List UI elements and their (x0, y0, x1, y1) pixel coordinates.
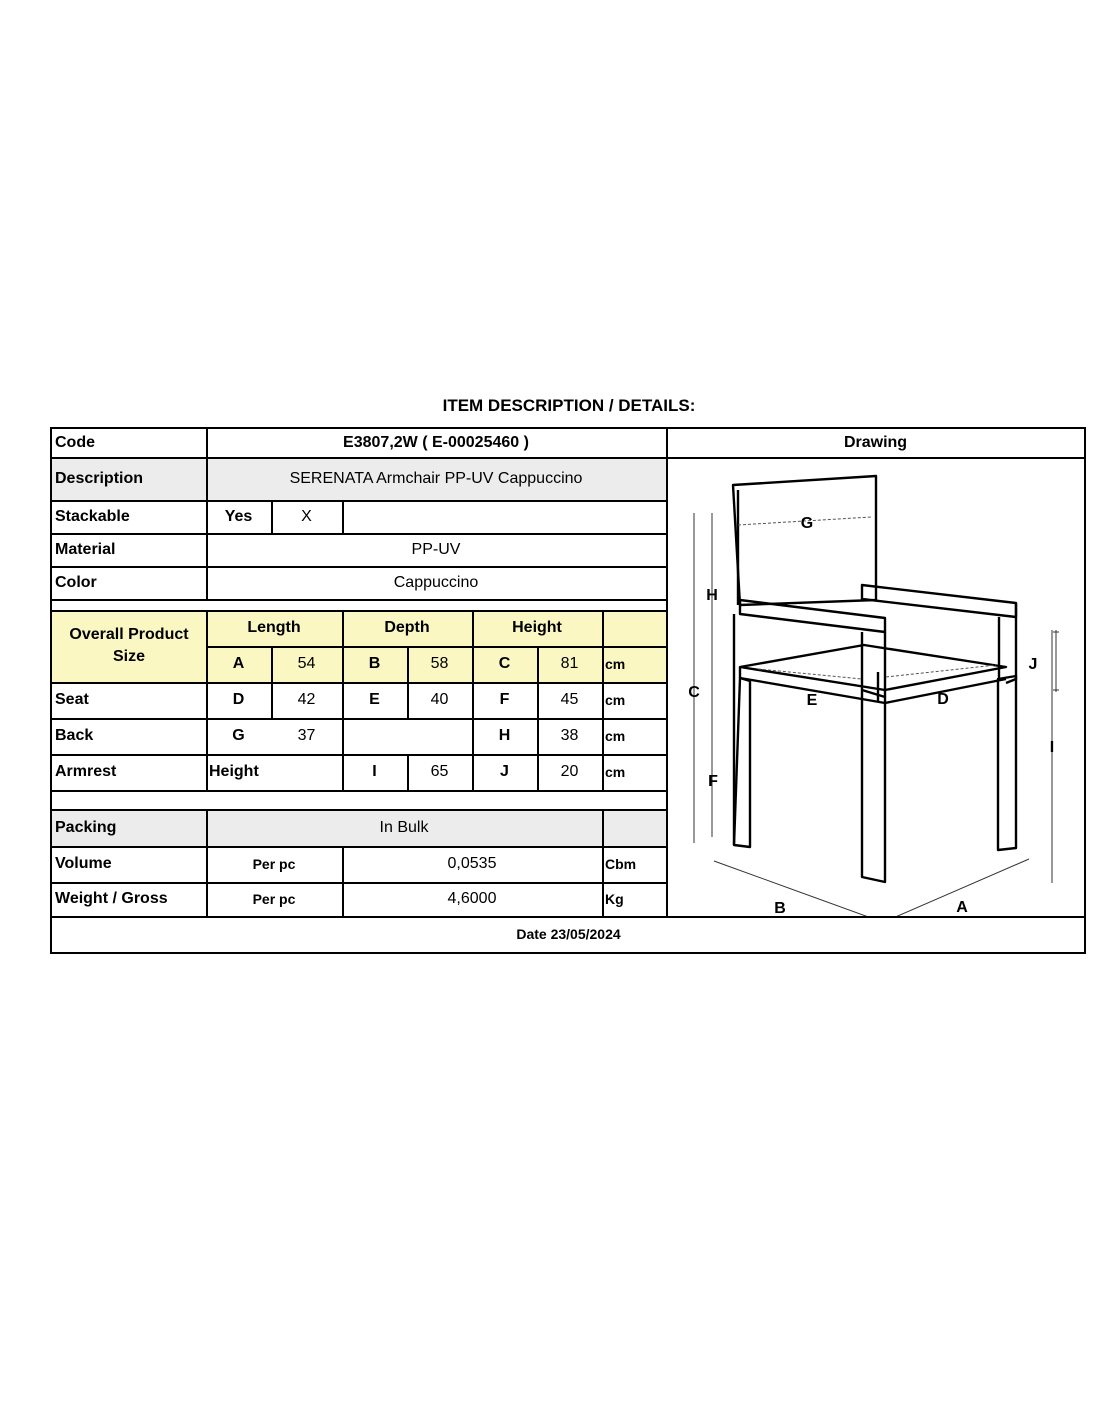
weight-value: 4,6000 (447, 890, 497, 907)
back-h-value: 38 (560, 727, 579, 744)
armrest-j-value: 20 (560, 763, 579, 780)
chair-leg-front-right (998, 676, 1016, 850)
seat-label: Seat (55, 691, 89, 708)
color-value: Cappuccino (393, 573, 479, 591)
volume-label: Volume (55, 855, 112, 872)
dim-label-a: A (956, 899, 968, 916)
overall-key-c: C (498, 655, 511, 672)
code-label: Code (55, 434, 95, 451)
overall-length-value: 54 (297, 655, 316, 672)
dim-label-f: F (708, 773, 718, 790)
chair-seat (740, 645, 1006, 690)
back-unit: cm (605, 728, 626, 744)
armrest-unit: cm (605, 764, 626, 780)
dim-label-e: E (806, 692, 818, 709)
document-title: ITEM DESCRIPTION / DETAILS: (442, 396, 696, 415)
drawing-label: Drawing (843, 434, 908, 451)
overall-unit: cm (605, 656, 626, 672)
size-label: Overall Product Size (69, 626, 189, 665)
overall-height-value: 81 (560, 655, 579, 672)
chair-leg-back-left (734, 678, 750, 847)
date-stamp: Date 23/05/2024 (516, 925, 621, 942)
stackable-mark: X (301, 507, 312, 525)
packing-value: In Bulk (379, 818, 429, 836)
material-value: PP-UV (411, 540, 461, 558)
overall-key-a: A (232, 655, 245, 672)
dim-label-g: G (800, 515, 814, 532)
length-header: Length (247, 619, 301, 636)
seat-key-d: D (232, 691, 245, 708)
description-value: SERENATA Armchair PP-UV Cappuccino (289, 469, 583, 487)
dim-label-c: C (688, 684, 700, 701)
back-g-value: 37 (297, 727, 316, 744)
seat-key-e: E (369, 691, 380, 708)
code-value: E3807,2W ( E-00025460 ) (343, 434, 529, 451)
material-label: Material (55, 540, 116, 558)
stackable-label: Stackable (55, 507, 130, 525)
stackable-option: Yes (224, 507, 253, 525)
overall-key-b: B (368, 655, 381, 672)
seat-f-value: 45 (560, 691, 579, 708)
chair-leg-front-left (862, 690, 885, 882)
volume-unit: Cbm (605, 856, 637, 872)
dim-label-d: D (937, 691, 949, 708)
weight-label: Weight / Gross (55, 890, 168, 907)
dim-label-j: J (1028, 656, 1038, 673)
seat-unit: cm (605, 692, 626, 708)
seat-e-value: 40 (430, 691, 449, 708)
color-label: Color (55, 573, 97, 591)
weight-per: Per pc (252, 891, 296, 907)
volume-per: Per pc (252, 856, 296, 872)
back-key-h: H (498, 727, 511, 744)
description-label: Description (55, 469, 144, 487)
armrest-key-i: I (372, 763, 377, 780)
armrest-height-label: Height (209, 763, 259, 780)
chair-dimension-drawing (666, 457, 1085, 916)
volume-value: 0,0535 (447, 855, 497, 872)
chair-right-armrest (862, 585, 1016, 617)
back-key-g: G (232, 727, 245, 744)
dim-label-h: H (706, 587, 718, 604)
packing-label: Packing (55, 818, 117, 836)
back-label: Back (55, 727, 94, 744)
armrest-label: Armrest (55, 763, 117, 780)
overall-depth-value: 58 (430, 655, 449, 672)
spec-sheet (50, 427, 1086, 954)
chair-backrest (733, 476, 876, 605)
armrest-key-j: J (500, 763, 509, 780)
dim-label-i: I (1049, 739, 1055, 756)
depth-header: Depth (384, 619, 430, 636)
height-header: Height (512, 619, 562, 636)
dim-label-b: B (774, 900, 786, 916)
weight-unit: Kg (605, 891, 624, 907)
armrest-i-value: 65 (430, 763, 449, 780)
seat-d-value: 42 (297, 691, 316, 708)
seat-key-f: F (499, 691, 510, 708)
